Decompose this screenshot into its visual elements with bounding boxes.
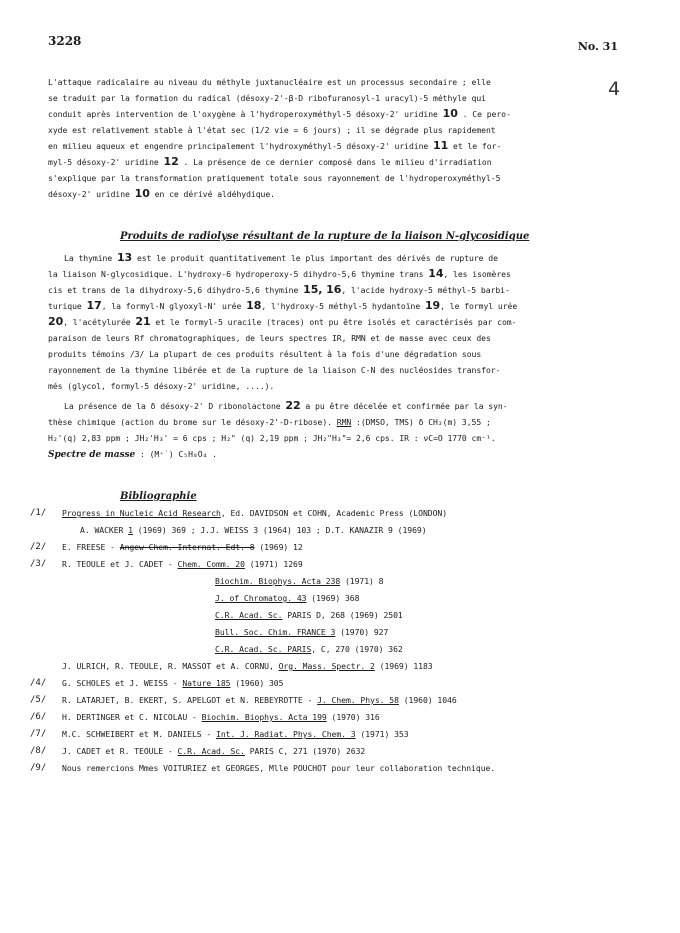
para2-line: La thymine 13 est le produit quantitativement le plus important des dérivés de rupture de bbox=[64, 251, 498, 264]
reference-entry: J. of Chromatog. 43 (1969) 368 bbox=[215, 593, 360, 603]
para1-line: se traduit par la formation du radical (désoxy-2'-β-D ribofuranosyl-1 uracyl)-5 méthyle qui bbox=[48, 93, 486, 103]
page-number: 3228 bbox=[48, 34, 82, 48]
para2-line: rayonnement de la thymine libérée et de la rupture de la liaison C-N des nucléosides transfor- bbox=[48, 365, 501, 375]
compound-number: 12 bbox=[163, 155, 179, 168]
compound-number: 15, 16 bbox=[303, 283, 342, 296]
reference-entry: R. TEOULE et J. CADET - Chem. Comm. 20 (1971) 1269 bbox=[62, 559, 303, 569]
compound-number: 22 bbox=[285, 399, 301, 412]
compound-number: 11 bbox=[433, 139, 449, 152]
para1-line: L'attaque radicalaire au niveau du méthyle juxtanucléaire est un processus secondaire ; elle bbox=[48, 77, 491, 87]
compound-number: 13 bbox=[116, 251, 133, 264]
para2-line: produits témoins /3/ La plupart de ces produits résultent à la fois d'une dégradation sous bbox=[48, 349, 482, 359]
reference-entry: G. SCHOLES et J. WEISS - Nature 185 (1960) 305 bbox=[62, 678, 284, 688]
compound-number: 10 bbox=[134, 187, 150, 200]
reference-number: /8/ bbox=[30, 746, 47, 756]
para1-line: conduit après intervention de l'oxygène à l'hydroperoxyméthyl-5 désoxy-2' uridine 10 . Ce pero- bbox=[48, 107, 511, 120]
reference-number: /1/ bbox=[30, 508, 47, 518]
compound-number: 10 bbox=[442, 107, 458, 120]
compound-number: 18 bbox=[246, 299, 262, 312]
reference-entry: R. LATARJET, B. EKERT, S. APELGOT et N. REBEYROTTE - J. Chem. Phys. 58 (1960) 1046 bbox=[62, 695, 457, 705]
handwritten-margin-mark: 4 bbox=[608, 78, 621, 100]
para2-line: més (glycol, formyl-5 désoxy-2' uridine, ....). bbox=[48, 381, 275, 391]
reference-number: /7/ bbox=[30, 729, 47, 739]
reference-entry: C.R. Acad. Sc. PARIS D, 268 (1969) 2501 bbox=[215, 610, 403, 620]
para2-line: paraison de leurs Rf chromatographiques, de leurs spectres IR, RMN et de masse avec ceux des bbox=[48, 333, 491, 343]
para1-line: s'explique par la transformation pratiquement totale sous rayonnement de l'hydroperoxyméthyl-5 bbox=[48, 173, 501, 183]
reference-entry: C.R. Acad. Sc. PARIS, C, 270 (1970) 362 bbox=[215, 644, 403, 654]
compound-number: 19 bbox=[424, 299, 441, 312]
reference-number: /9/ bbox=[30, 763, 47, 773]
para2-line: cis et trans de la dihydroxy-5,6 dihydro-5,6 thymine 15, 16, l'acide hydroxy-5 méthyl-5 barbi- bbox=[48, 283, 510, 296]
para1-line: xyde est relativement stable à l'état sec (1/2 vie = 6 jours) ; il se dégrade plus rapidement bbox=[48, 125, 496, 135]
reference-entry: J. CADET et R. TEOULE - C.R. Acad. Sc. PARIS C, 271 (1970) 2632 bbox=[62, 746, 366, 756]
para3-line: La présence de la δ désoxy-2' D ribonolactone 22 a pu être décelée et confirmée par la syn- bbox=[64, 399, 508, 412]
reference-entry: Nous remercions Mmes VOITURIEZ et GEORGES, Mlle POUCHOT pour leur collaboration technique. bbox=[62, 763, 496, 773]
reference-number: /4/ bbox=[30, 678, 47, 688]
para3-line: Spectre de masse : (M⁺˙) C₅H₈O₄ . bbox=[48, 449, 217, 460]
reference-entry: Biochim. Biophys. Acta 238 (1971) 8 bbox=[215, 576, 384, 586]
reference-number: /5/ bbox=[30, 695, 47, 705]
para2-line: turique 17, la formyl-N glyoxyl-N' urée 18, l'hydroxy-5 méthyl-5 hydantoïne 19, le formyl urée bbox=[48, 299, 518, 312]
para1-line: en milieu aqueux et engendre principalement l'hydroxyméthyl-5 désoxy-2' uridine 11 et le for- bbox=[48, 139, 502, 152]
reference-entry: M.C. SCHWEIBERT et M. DANIELS - Int. J. Radiat. Phys. Chem. 3 (1971) 353 bbox=[62, 729, 409, 739]
reference-entry: E. FREESE - Angew Chem. Internat. Edt. 8 (1969) 12 bbox=[62, 542, 303, 552]
para2-line: la liaison N-glycosidique. L'hydroxy-6 hydroperoxy-5 dihydro-5,6 thymine trans 14, les isomères bbox=[48, 267, 511, 280]
compound-number: 14 bbox=[428, 267, 444, 280]
compound-number: 17 bbox=[86, 299, 102, 312]
compound-number: 20 bbox=[48, 315, 64, 328]
para3-line: H₂'(q) 2,83 ppm ; JH₂'H₃' = 6 cps ; H₂" (q) 2,19 ppm ; JH₂"H₃"= 2,6 cps. IR : νC=O 1770 cm⁻¹. bbox=[48, 433, 496, 443]
reference-number: /2/ bbox=[30, 542, 47, 552]
para1-line: désoxy-2' uridine 10 en ce dérivé aldéhydique. bbox=[48, 187, 275, 200]
para3-line: thèse chimique (action du brome sur le désoxy-2'-D-ribose). RMN :(DMSO, TMS) δ CH₂(m) 3,55 ; bbox=[48, 417, 491, 427]
reference-entry: H. DERTINGER et C. NICOLAU - Biochim. Biophys. Acta 199 (1970) 316 bbox=[62, 712, 380, 722]
reference-entry: Progress in Nucleic Acid Research, Ed. DAVIDSON et COHN, Academic Press (LONDON) bbox=[62, 508, 448, 518]
issue-number: No. 31 bbox=[577, 40, 618, 53]
reference-entry: A. WACKER 1 (1969) 369 ; J.J. WEISS 3 (1964) 103 ; D.T. KANAZIR 9 (1969) bbox=[80, 525, 427, 535]
section-heading: Produits de radiolyse résultant de la rupture de la liaison N-glycosidique bbox=[120, 231, 530, 242]
reference-entry: J. ULRICH, R. TEOULE, R. MASSOT et A. CORNU, Org. Mass. Spectr. 2 (1969) 1183 bbox=[62, 661, 433, 671]
para1-line: myl-5 désoxy-2' uridine 12 . La présence de ce dernier composé dans le milieu d'irradiation bbox=[48, 155, 492, 168]
reference-number: /3/ bbox=[30, 559, 47, 569]
bibliography-title: Bibliographie bbox=[120, 491, 197, 502]
reference-entry: Bull. Soc. Chim. FRANCE 3 (1970) 927 bbox=[215, 627, 389, 637]
reference-number: /6/ bbox=[30, 712, 47, 722]
para2-line: 20, l'acétylurée 21 et le formyl-5 uracile (traces) ont pu être isolés et caractérisés par com- bbox=[48, 315, 517, 328]
compound-number: 21 bbox=[135, 315, 151, 328]
